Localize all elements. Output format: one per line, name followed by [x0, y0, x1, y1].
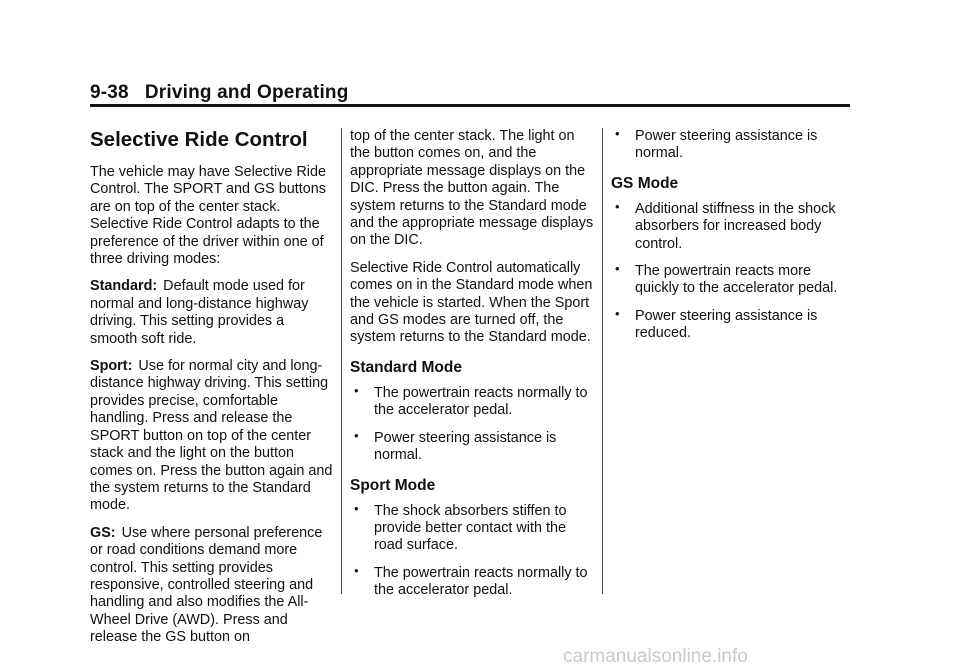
- section-title: Driving and Operating: [144, 82, 349, 103]
- sport-paragraph: [90, 358, 334, 515]
- bullet-icon: •: [615, 305, 620, 321]
- gs-mode-heading: GS Mode: [611, 174, 679, 192]
- bullet-icon: •: [354, 382, 359, 398]
- intro-paragraph: The vehicle may have Selective Ride Control. The SPORT and GS buttons are on top of the center stack. Selective Ride Control adapts to the preference of the driver within one of three driving modes:: [90, 164, 326, 268]
- standard-term: Standard:: [90, 278, 158, 295]
- column-1: [90, 128, 334, 657]
- column-divider: [602, 128, 603, 594]
- bullet-icon: •: [354, 427, 359, 443]
- list-item: • Additional stiffness in the shock absorbers for increased body control.: [615, 198, 836, 252]
- sport-mode-list-continued: [611, 128, 855, 163]
- gs-text: Use where personal preference or road conditions demand more control. This setting provides responsive, controlled steering and handling and also modifies the All-Wheel Drive (AWD). Press and release the GS button on: [90, 524, 323, 646]
- gs-paragraph: [90, 525, 334, 647]
- standard-mode-heading: Standard Mode: [350, 358, 462, 376]
- column-divider: [341, 128, 342, 594]
- page-number: 9-38: [90, 82, 129, 103]
- list-item: • The powertrain reacts normally to the accelerator pedal.: [354, 382, 588, 419]
- gs-term: GS:: [90, 524, 116, 541]
- column-3: [611, 128, 855, 353]
- page-header: [90, 82, 349, 104]
- continued-paragraph: top of the center stack. The light on the button comes on, and the appropriate message displays on the DIC. Press the button again. The system returns to the Standard mode and the appropriate message displays on the DIC.: [350, 128, 594, 249]
- bullet-icon: •: [354, 500, 359, 516]
- list-item: • Power steering assistance is normal.: [615, 126, 818, 162]
- sport-text: Use for normal city and long-distance highway driving. This setting provides precise, comfortable handling. Press and release the SPORT button on top of the center stack and the light on the button comes on. Press the button again and the system returns to the Standard mode.: [90, 358, 333, 514]
- sport-mode-list: [350, 500, 594, 600]
- list-item: • The shock absorbers stiffen to provide better contact with the road surface.: [354, 500, 567, 554]
- standard-mode-list: [350, 382, 594, 465]
- sport-term: Sport:: [90, 358, 133, 375]
- list-item: • Power steering assistance is reduced.: [615, 305, 818, 342]
- bullet-icon: •: [615, 126, 620, 141]
- auto-paragraph: Selective Ride Control automatically comes on in the Standard mode when the vehicle is started. When the Sport and GS modes are turned off, the system returns to the Standard mode.: [350, 259, 593, 346]
- bullet-icon: •: [615, 198, 620, 214]
- sport-mode-heading: Sport Mode: [350, 476, 436, 494]
- standard-text: Default mode used for normal and long-distance highway driving. This setting provides a smooth soft ride.: [90, 278, 309, 347]
- watermark: carmanualsonline.info: [563, 646, 748, 667]
- list-item: • The powertrain reacts normally to the accelerator pedal.: [354, 562, 588, 599]
- header-rule: [90, 104, 850, 107]
- section-heading: Selective Ride Control: [90, 128, 308, 151]
- bullet-icon: •: [354, 562, 359, 578]
- bullet-icon: •: [615, 261, 620, 277]
- list-item: • The powertrain reacts more quickly to the accelerator pedal.: [615, 261, 838, 297]
- gs-mode-list: [611, 198, 855, 343]
- column-2: [350, 128, 594, 610]
- standard-paragraph: [90, 278, 334, 348]
- list-item: • Power steering assistance is normal.: [354, 427, 557, 464]
